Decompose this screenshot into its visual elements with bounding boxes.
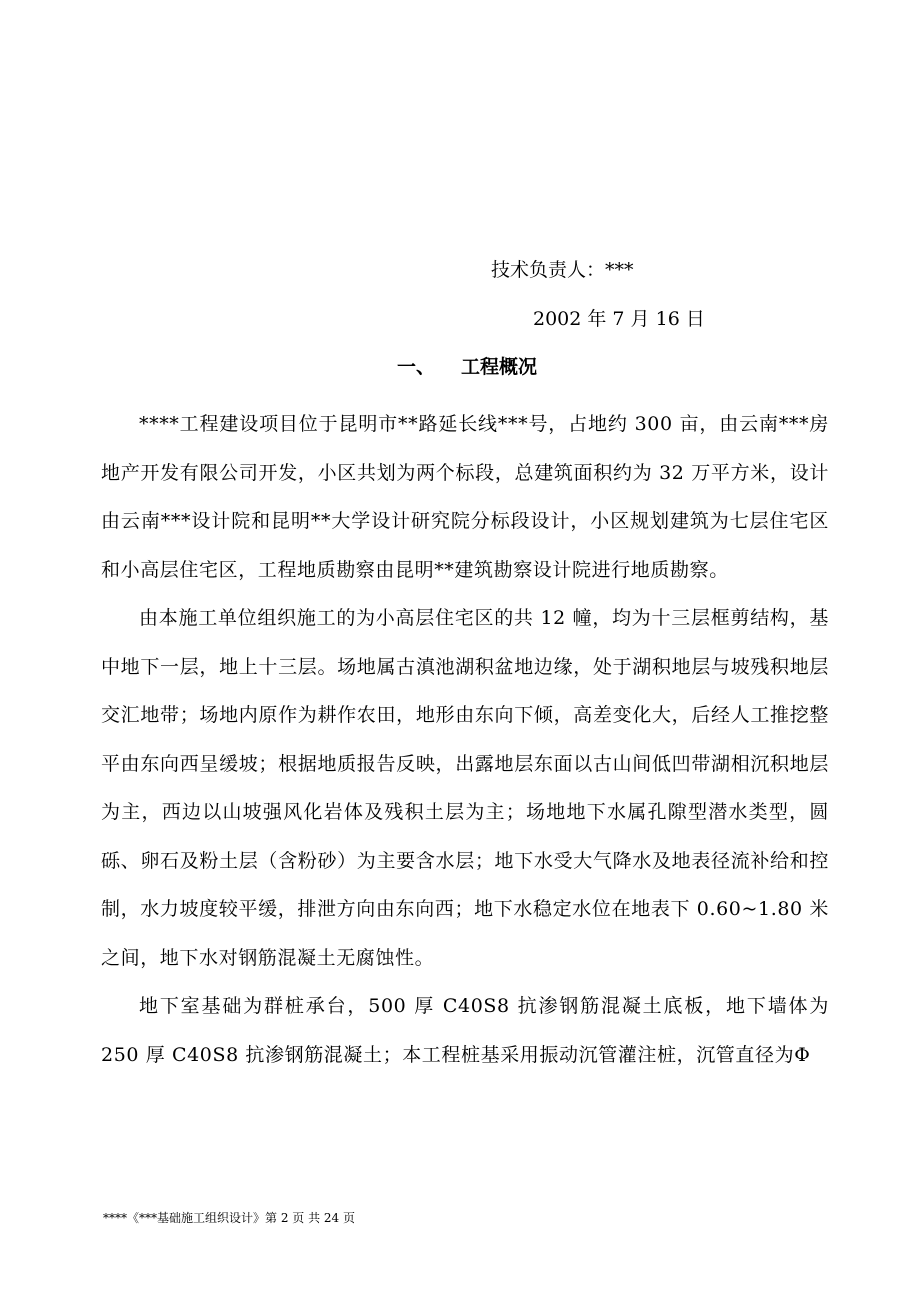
paragraph-foundation: 地下室基础为群桩承台，500 厚 C40S8 抗渗钢筋混凝土底板，地下墙体为 250 厚 C40S8 抗渗钢筋混凝土；本工程桩基采用振动沉管灌注桩，沉管直径为Φ [101,995,829,1066]
page-footer: ****《***基础施工组织设计》第 2 页 共 24 页 [103,1211,355,1225]
section-title: 工程概况 [461,356,538,378]
document-date: 2002 年 7 月 16 日 [533,308,705,330]
technical-lead-line: 技术负责人：*** [491,259,634,281]
paragraph-project-overview: ****工程建设项目位于昆明市**路延长线***号，占地约 300 亩，由云南***房地产开发有限公司开发，小区共划为两个标段，总建筑面积约为 32 万平方米，设计由云南***设计院和昆明**大学设计研究院分标段设计，小区规划建筑为七层住宅区和小高层住宅区，工程地质勘察由昆明**建筑勘察设计院进行地质勘察。 [101,413,829,581]
section-number: 一、 [397,356,436,378]
section-heading [397,355,537,379]
paragraph-site-geology: 由本施工单位组织施工的为小高层住宅区的共 12 幢，均为十三层框剪结构，基中地下一层，地上十三层。场地属古滇池湖积盆地边缘，处于湖积地层与坡残积地层交汇地带；场地内原作为耕作农田，地形由东向下倾，高差变化大，后经人工推挖整平由东向西呈缓坡；根据地质报告反映，出露地层东面以古山间低凹带湖相沉积地层为主，西边以山坡强风化岩体及残积土层为主；场地地下水属孔隙型潜水类型，圆砾、卵石及粉土层（含粉砂）为主要含水层；地下水受大气降水及地表径流补给和控制，水力坡度较平缓，排泄方向由东向西；地下水稳定水位在地表下 0.60~1.80 米之间，地下水对钢筋混凝土无腐蚀性。 [101,607,829,969]
body-text [101,400,829,1079]
